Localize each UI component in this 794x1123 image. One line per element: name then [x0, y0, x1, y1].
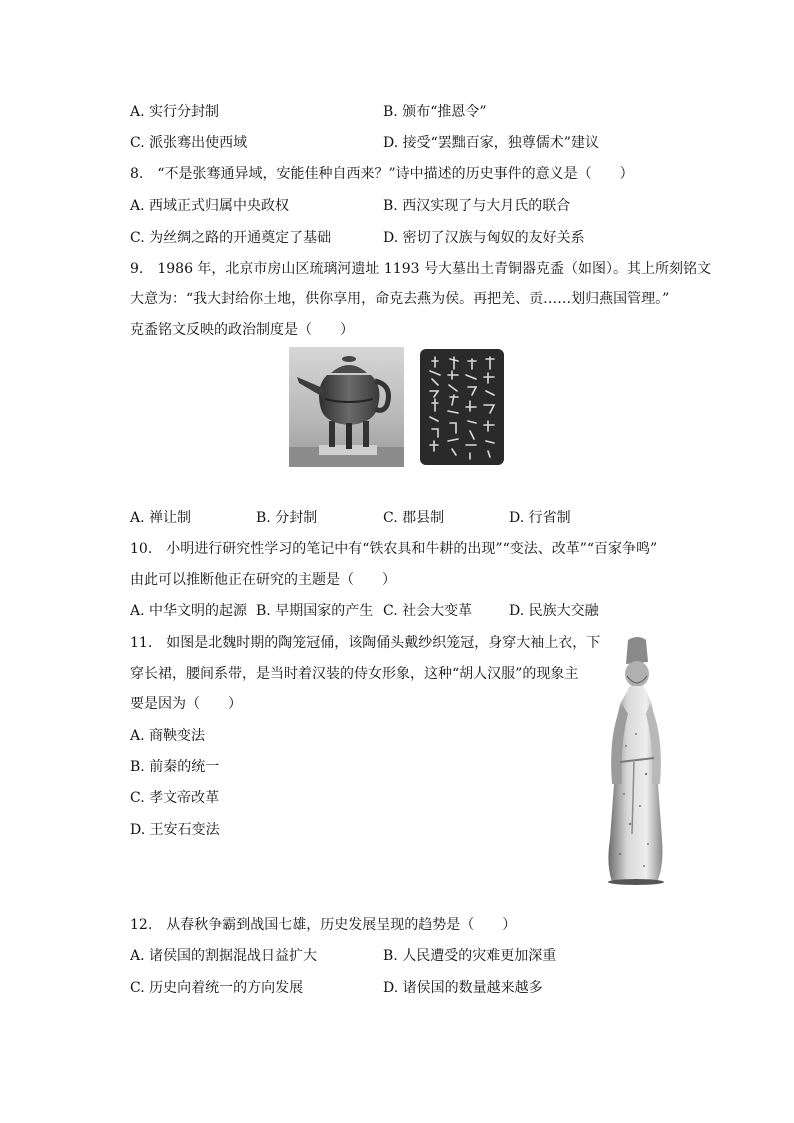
q12-option-b: B. 人民遭受的灾难更加深重	[383, 948, 557, 964]
q11-stem-line3: 要是因为（ ）	[130, 696, 242, 712]
q10-option-a: A. 中华文明的起源	[130, 603, 248, 619]
q9-stem-line3: 克盉铭文反映的政治制度是（ ）	[130, 322, 354, 338]
q10-stem-line1: 10. 小明进行研究性学习的笔记中有“铁农具和牛耕的出现”“变法、改革”“百家争鸣”	[130, 541, 658, 557]
q11-option-a: A. 商鞅变法	[130, 728, 206, 744]
q12-option-a: A. 诸侯国的割据混战日益扩大	[130, 948, 318, 964]
q7-option-c: C. 派张骞出使西域	[130, 135, 248, 151]
pottery-figurine-image	[600, 634, 672, 886]
q8-option-d: D. 密切了汉族与匈奴的友好关系	[383, 230, 585, 246]
q11-option-b: B. 前秦的统一	[130, 759, 220, 775]
q11-option-c: C. 孝文帝改革	[130, 790, 220, 806]
q9-option-b: B. 分封制	[256, 510, 318, 526]
q7-option-b: B. 颁布“推恩令”	[383, 104, 487, 120]
q7-option-a: A. 实行分封制	[130, 104, 220, 120]
q8-stem: 8. “不是张骞通异域，安能佳种自西来？”诗中描述的历史事件的意义是（ ）	[130, 166, 634, 182]
q9-stem-line1: 9. 1986 年，北京市房山区琉璃河遗址 1193 号大墓出土青铜器克盉（如图）。其上所刻铭文	[130, 261, 711, 277]
q10-option-b: B. 早期国家的产生	[256, 603, 374, 619]
q8-option-b: B. 西汉实现了与大月氏的联合	[383, 198, 571, 214]
q11-option-d: D. 王安石变法	[130, 822, 220, 838]
q9-option-d: D. 行省制	[509, 510, 571, 526]
q12-option-c: C. 历史向着统一的方向发展	[130, 980, 304, 996]
q8-option-a: A. 西域正式归属中央政权	[130, 198, 290, 214]
q11-stem-line1: 11. 如图是北魏时期的陶笼冠俑，该陶俑头戴纱织笼冠，身穿大袖上衣，下	[130, 635, 601, 651]
q11-stem-line2: 穿长裙，腰间系带，是当时着汉装的侍女形象，这种“胡人汉服”的现象主	[130, 666, 579, 682]
q9-stem-line2: 大意为：“我大封给你土地，供你享用，命克去燕为侯。再把羌、贡……划归燕国管理。”	[130, 291, 670, 307]
q12-option-d: D. 诸侯国的数量越来越多	[383, 980, 543, 996]
q7-option-d: D. 接受“罢黜百家，独尊儒术”建议	[383, 135, 599, 151]
q10-stem-line2: 由此可以推断他正在研究的主题是（ ）	[130, 572, 396, 588]
q8-option-c: C. 为丝绸之路的开通奠定了基础	[130, 230, 332, 246]
q12-stem: 12. 从春秋争霸到战国七雄，历史发展呈现的趋势是（ ）	[130, 917, 517, 933]
q9-option-c: C. 郡县制	[383, 510, 445, 526]
q10-option-c: C. 社会大变革	[383, 603, 473, 619]
q10-option-d: D. 民族大交融	[509, 603, 599, 619]
q9-option-a: A. 禅让制	[130, 510, 192, 526]
inscription-rubbing-image	[420, 349, 504, 465]
bronze-vessel-photo	[289, 347, 404, 467]
